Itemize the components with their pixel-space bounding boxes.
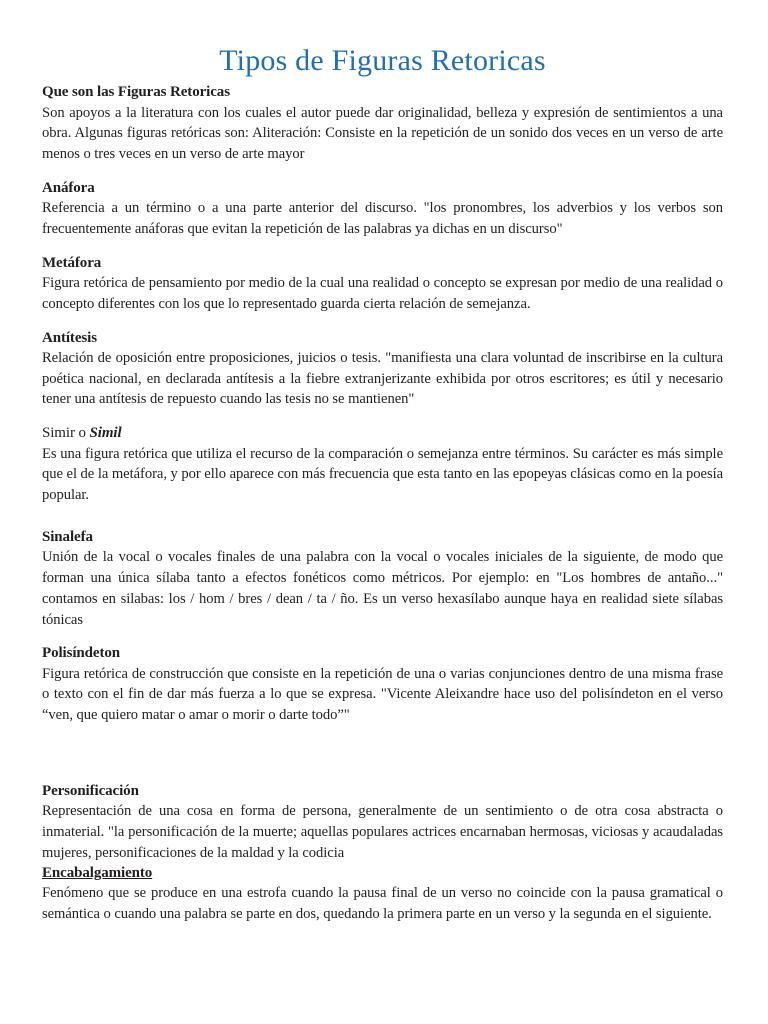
section-polisindeton — [42, 644, 723, 726]
section-body: Unión de la vocal o vocales finales de una palabra con la vocal o vocales iniciales de la siguiente, de modo que forman una única sílaba tanto a efectos fonéticos como métricos. Por ejemplo: en "Los hombres de antaño..." contamos en silabas: los / hom / bres / dean / ta / ño. Es un verso hexasílabo aunque haya en realidad siete sílabas tónicas — [42, 549, 723, 628]
section-heading: Que son las Figuras Retoricas — [42, 84, 230, 100]
section-body: Relación de oposición entre proposiciones, juicios o tesis. "manifiesta una clara voluntad de inscribirse en la cultura poética nacional, en declarada antítesis a la fiebre extranjerizante exhibida por otros escritores; es útil y necesario tener una antítesis de repuesto cuando las tesis no se mantienen" — [42, 350, 723, 408]
section-body: Referencia a un término o a una parte anterior del discurso. "los pronombres, los adverbios y los verbos son frecuentemente anáforas que evitan la repetición de las palabras ya dichas en un discurso" — [42, 200, 723, 237]
spacer-large — [42, 726, 723, 782]
section-body: Es una figura retórica que utiliza el recurso de la comparación o semejanza entre términos. Su carácter es más simple que el de la metáfora, y por ello aparece con más frecuencia que esta tanto en las epopeyas clásicas como en la poesía popular. — [42, 445, 723, 504]
section-sinalefa — [42, 528, 723, 630]
section-body: Figura retórica de construcción que consiste en la repetición de una o varias conjunciones dentro de una misma frase o texto con el fin de dar más fuerza a lo que se expresa. "Vicente Aleixandre hace uso del polisíndeton en el verso “ven, que quiero matar o amar o morir o darte todo”" — [42, 665, 723, 724]
spacer — [42, 506, 723, 528]
spacer — [42, 630, 723, 644]
section-heading-regular-part: Simir o — [42, 425, 90, 442]
section-heading: Antítesis — [42, 329, 97, 346]
section-heading: Encabalgamiento — [42, 864, 153, 881]
section-body: Representación de una cosa en forma de persona, generalmente de un sentimiento o de otra cosa abstracta o inmaterial. "la personificación de la muerte; aquellas populares actrices encarnaban hermosas, viciosas y acaudaladas mujeres, personificaciones de la maldad y la codicia — [42, 803, 723, 861]
spacer — [42, 240, 723, 254]
section-que-son-las-figuras-retoricas — [42, 76, 723, 165]
section-simir-simil — [42, 424, 723, 506]
spacer — [42, 165, 723, 179]
section-heading-emphasis-part: Simil — [89, 425, 122, 442]
section-antitesis — [42, 329, 723, 411]
section-metafora — [42, 254, 723, 315]
section-anafora — [42, 179, 723, 240]
section-heading: Metáfora — [42, 254, 102, 271]
section-body: Figura retórica de pensamiento por medio de la cual una realidad o concepto se expresan por medio de una realidad o concepto diferentes con los que lo representado guarda cierta relación de semejanza. — [42, 275, 723, 312]
spacer — [42, 410, 723, 424]
section-body: Fenómeno que se produce en una estrofa cuando la pausa final de un verso no coincide con la pausa gramatical o semántica o cuando una palabra se parte en dos, quedando la primera parte en un verso y la segunda en el siguiente. — [42, 885, 723, 922]
spacer — [42, 315, 723, 329]
section-heading: Anáfora — [42, 179, 95, 196]
section-encabalgamiento — [42, 864, 723, 925]
page-title: Tipos de Figuras Retoricas — [219, 44, 546, 77]
section-personificacion — [42, 782, 723, 864]
section-heading: Polisíndeton — [42, 645, 120, 662]
section-heading — [42, 424, 723, 444]
section-heading: Personificación — [42, 782, 139, 799]
section-body: Son apoyos a la literatura con los cuales el autor puede dar originalidad, belleza y expresión de sentimientos a una obra. Algunas figuras retóricas son: Aliteración: Consiste en la repetición de un sonido dos veces en un verso de arte menos o tres veces en un verso de arte mayor — [42, 104, 723, 162]
section-heading: Sinalefa — [42, 528, 93, 545]
